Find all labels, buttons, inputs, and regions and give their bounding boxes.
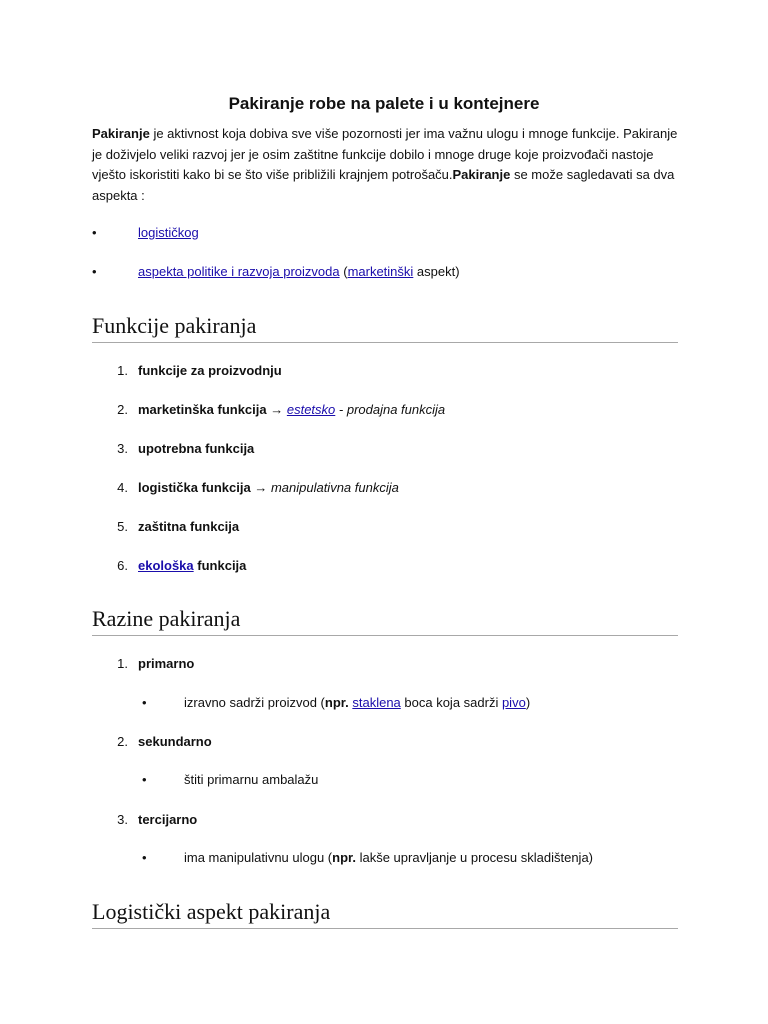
product-policy-link[interactable]: aspekta politike i razvoja proizvoda — [138, 264, 340, 279]
sub-list-item — [184, 771, 318, 789]
bullet-dot: • — [142, 772, 147, 787]
sub-bold: npr. — [324, 695, 349, 710]
list-number: 2. — [117, 402, 128, 417]
item-bold: upotrebna funkcija — [138, 441, 255, 456]
sub-text: lakše upravljanje u procesu skladištenja) — [355, 850, 593, 865]
list-number: 1. — [117, 656, 128, 671]
list-number: 6. — [117, 558, 128, 573]
section-heading-logisticki: Logistički aspekt pakiranja — [92, 898, 678, 929]
list-number: 5. — [117, 519, 128, 534]
paren-close: aspekt) — [413, 264, 460, 279]
sub-bold: npr. — [332, 850, 356, 865]
staklena-link[interactable]: staklena — [352, 695, 401, 710]
list-item — [138, 733, 212, 751]
item-bold: marketinška funkcija — [138, 402, 267, 417]
item-bold: tercijarno — [138, 812, 198, 827]
item-bold: funkcija — [193, 558, 247, 573]
intro-text-1: je aktivnost koja dobiva sve više pozornosti jer ima važnu ulogu i mnoge funkcije. Pakiranje je doživjelo veliki razvoj jer je osim zaštitne funkcije dobilo i mnoge druge koje proizvođači nastoje vješto iskoristiti kako bi se što više približili krajnjem potrošaču. — [92, 126, 678, 182]
bullet-dot: • — [142, 695, 147, 710]
arrow: → — [266, 402, 287, 417]
list-item — [138, 811, 197, 829]
item-bold: funkcije za proizvodnju — [138, 363, 282, 378]
sub-list-item — [184, 849, 593, 867]
logisticki-link[interactable]: logističkog — [138, 225, 199, 240]
list-number: 1. — [117, 363, 128, 378]
item-bold: zaštitna funkcija — [138, 519, 240, 534]
bullet-dot: • — [92, 264, 97, 279]
list-item — [138, 362, 282, 380]
paren-open: ( — [339, 264, 348, 279]
marketinski-link[interactable]: marketinški — [347, 264, 414, 279]
item-bold: logistička funkcija — [138, 480, 251, 495]
section-heading-razine: Razine pakiranja — [92, 605, 678, 636]
intro-text-2: se može sagledavati sa dva aspekta : — [92, 167, 675, 203]
list-item — [138, 655, 194, 673]
item-italic: manipulativna funkcija — [270, 480, 399, 495]
sub-text: štiti primarnu ambalažu — [184, 772, 319, 787]
intro-paragraph — [92, 124, 680, 206]
sub-list-item — [184, 694, 530, 712]
list-number: 3. — [117, 812, 128, 827]
list-item — [138, 440, 254, 458]
section-heading-funkcije: Funkcije pakiranja — [92, 312, 678, 343]
list-item — [138, 401, 445, 419]
item-bold: primarno — [138, 656, 195, 671]
bullet-dot: • — [142, 850, 147, 865]
list-number: 2. — [117, 734, 128, 749]
list-item — [138, 557, 246, 575]
intro-bold-term: Pakiranje — [92, 126, 150, 141]
aspect-item-logistic — [138, 224, 199, 242]
list-item — [138, 479, 399, 497]
item-bold: sekundarno — [138, 734, 212, 749]
estetsko-link[interactable]: estetsko — [286, 402, 336, 417]
arrow: → — [250, 480, 271, 495]
pivo-link[interactable]: pivo — [501, 695, 526, 710]
sub-text: izravno sadrži proizvod ( — [184, 695, 325, 710]
aspect-item-marketing — [138, 263, 460, 281]
list-item — [138, 518, 239, 536]
ekoloska-link[interactable]: ekološka — [138, 558, 194, 573]
page-title: Pakiranje robe na palete i u kontejnere — [228, 94, 540, 113]
list-number: 4. — [117, 480, 128, 495]
bullet-dot: • — [92, 225, 97, 240]
list-number: 3. — [117, 441, 128, 456]
intro-bold-term-2: Pakiranje — [452, 167, 511, 182]
sub-text: boca koja sadrži — [400, 695, 502, 710]
sub-text: ima manipulativnu ulogu ( — [184, 850, 333, 865]
item-italic: - prodajna funkcija — [335, 402, 446, 417]
sub-text: ) — [525, 695, 531, 710]
